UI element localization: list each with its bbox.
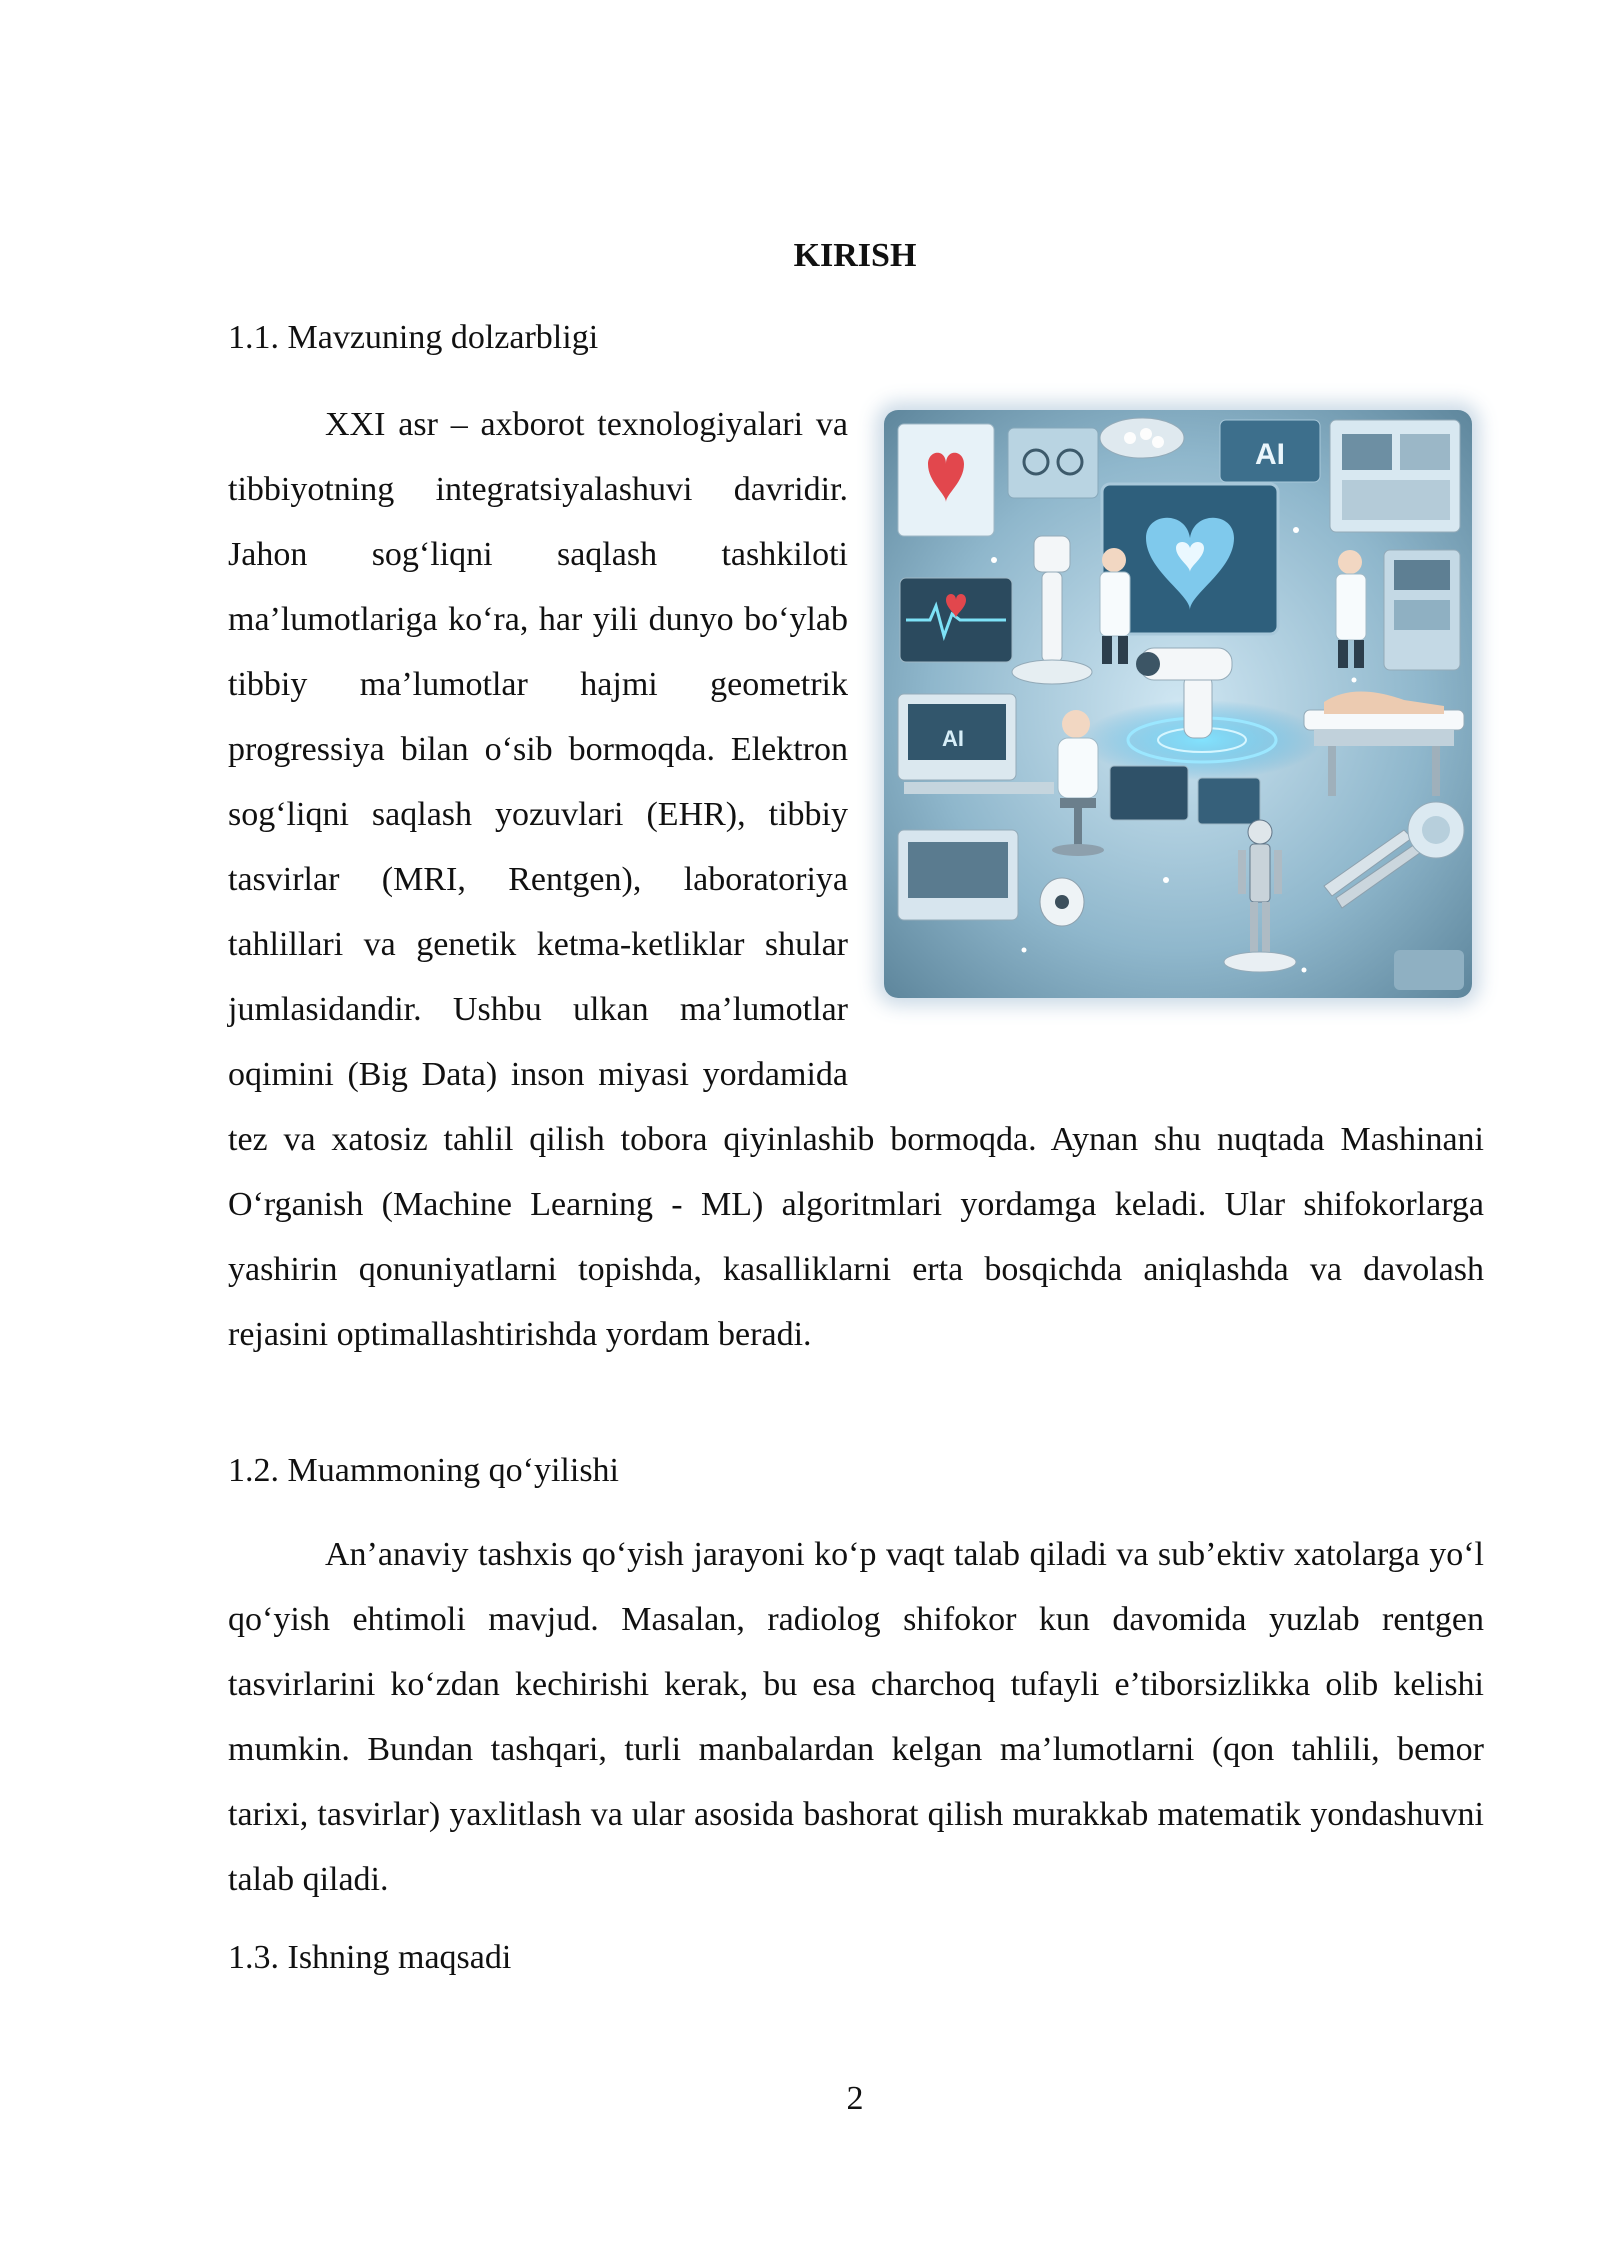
ai-label-left: AI	[942, 726, 964, 751]
section-paragraph-1-2	[228, 1522, 1484, 1912]
section-paragraph-1-1	[228, 392, 1484, 1367]
paragraph-text-1-1: XXI asr – axborot texnologiyalari va tibbiyotning integratsiyalashuvi davridir. Jahon sog‘liqni saqlash tashkiloti ma’lumotlariga ko‘ra, har yili dunyo bo‘ylab tibbiy ma’lumotlar hajmi geometrik progressiya bilan o‘sib bormoqda. Elektron sog‘liqni saqlash yozuvlari (EHR), tibbiy tasvirlar (MRI, Rentgen), laboratoriya tahlillari va genetik ketma-ketliklar shular jumlasidandir. Ushbu ulkan ma’lumotlar oqimini (Big Data) inson miyasi yordamida tez va xatosiz tahlil qilish tobora qiyinlashib bormoqda. Aynan shu nuqtada Mashinani O‘rganish (Machine Learning - ML) algoritmlari yordamga keladi. Ular shifokorlarga yashirin qonuniyatlarni topishda, kasalliklarni erta bosqichda aniqlashda va davolash rejasini optimallashtirishda yordam beradi.	[228, 406, 1484, 1353]
section-heading-1-2: 1.2. Muammoning qo‘yilishi	[228, 1452, 619, 1489]
paragraph-text-1-2: An’anaviy tashxis qo‘yish jarayoni ko‘p vaqt talab qiladi va sub’ektiv xatolarga yo‘l qo‘yish ehtimoli mavjud. Masalan, radiolog shifokor kun davomida yuzlab rentgen tasvirlarini ko‘zdan kechirishi kerak, bu esa charchoq tufayli e’tiborsizlikka olib kelishi mumkin. Bundan tashqari, turli manbalardan kelgan ma’lumotlarni (qon tahlili, bemor tarixi, tasvirlar) yaxlitlash va ular asosida bashorat qilish murakkab matematik yondashuvni talab qiladi.	[228, 1536, 1484, 1898]
ai-medicine-illustration	[872, 392, 1484, 1044]
ai-label-top: AI	[1255, 438, 1285, 471]
page-title: KIRISH	[793, 237, 917, 274]
page-number: 2	[846, 2080, 864, 2117]
section-heading-1-1: 1.1. Mavzuning dolzarbligi	[228, 319, 599, 356]
section-heading-1-3: 1.3. Ishning maqsadi	[228, 1939, 512, 1976]
